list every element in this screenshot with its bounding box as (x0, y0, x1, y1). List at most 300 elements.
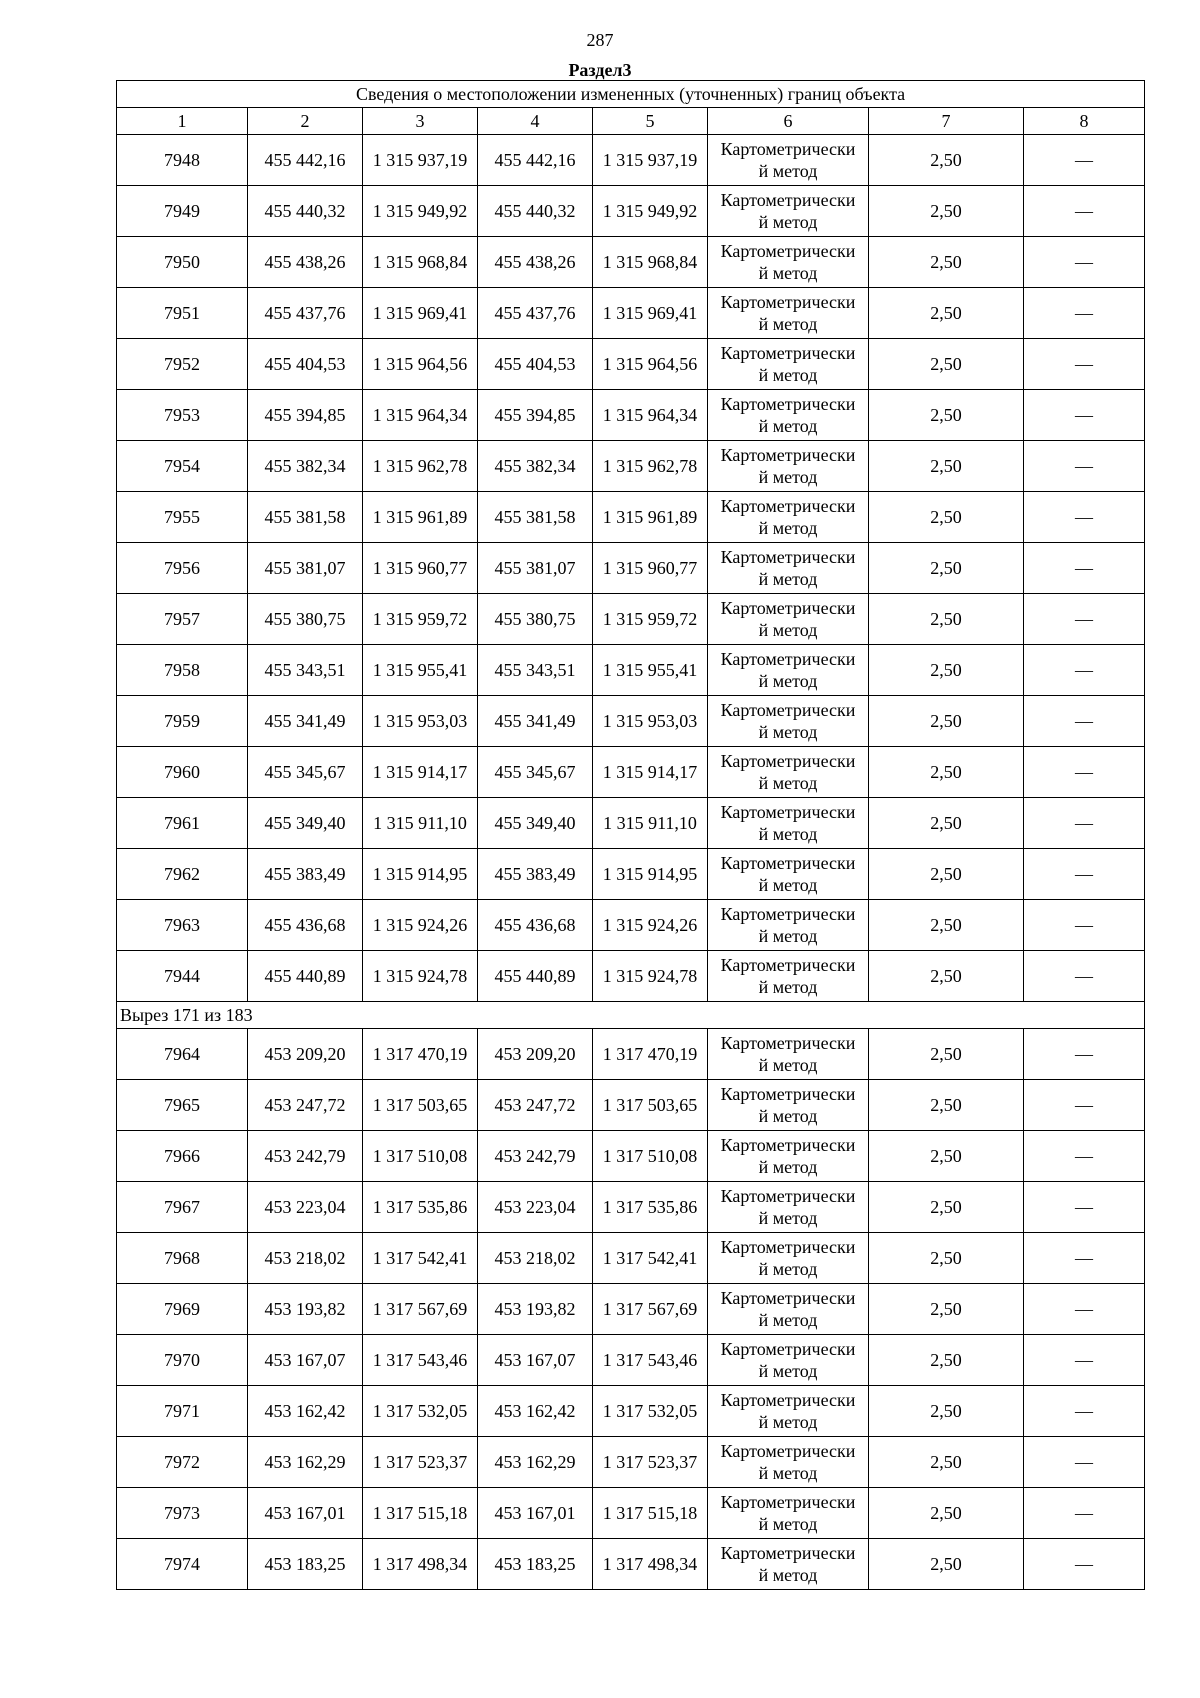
y-existing: 1 315 964,56 (363, 339, 478, 390)
point-number: 7962 (117, 849, 248, 900)
point-number: 7964 (117, 1029, 248, 1080)
x-existing: 455 440,32 (248, 186, 363, 237)
y-existing: 1 317 515,18 (363, 1488, 478, 1539)
table-row (117, 1131, 1145, 1182)
point-number: 7955 (117, 492, 248, 543)
x-new: 455 343,51 (478, 645, 593, 696)
x-existing: 455 381,07 (248, 543, 363, 594)
y-new: 1 315 955,41 (593, 645, 708, 696)
y-new: 1 315 924,26 (593, 900, 708, 951)
x-new: 453 247,72 (478, 1080, 593, 1131)
method-line-2: й метод (758, 1055, 818, 1075)
column-number: 8 (1024, 108, 1145, 135)
method-line-2: й метод (758, 926, 818, 946)
point-number: 7973 (117, 1488, 248, 1539)
table-row (117, 390, 1145, 441)
x-new: 453 162,29 (478, 1437, 593, 1488)
y-existing: 1 315 961,89 (363, 492, 478, 543)
method-cell (708, 1437, 869, 1488)
y-existing: 1 317 470,19 (363, 1029, 478, 1080)
table-row (117, 441, 1145, 492)
table-row (117, 1182, 1145, 1233)
y-new: 1 315 964,34 (593, 390, 708, 441)
x-existing: 453 167,01 (248, 1488, 363, 1539)
description: — (1024, 1284, 1145, 1335)
description: — (1024, 951, 1145, 1002)
point-number: 7968 (117, 1233, 248, 1284)
point-number: 7972 (117, 1437, 248, 1488)
method-line-2: й метод (758, 212, 818, 232)
y-new: 1 317 542,41 (593, 1233, 708, 1284)
method-line-2: й метод (758, 416, 818, 436)
x-new: 455 404,53 (478, 339, 593, 390)
column-number: 7 (869, 108, 1024, 135)
method-line-1: Картометрически (720, 1135, 856, 1155)
x-existing: 455 383,49 (248, 849, 363, 900)
point-number: 7958 (117, 645, 248, 696)
y-new: 1 315 962,78 (593, 441, 708, 492)
method-line-1: Картометрически (720, 1237, 856, 1257)
point-number: 7954 (117, 441, 248, 492)
point-number: 7956 (117, 543, 248, 594)
x-new: 453 223,04 (478, 1182, 593, 1233)
accuracy: 2,50 (869, 492, 1024, 543)
x-existing: 453 162,42 (248, 1386, 363, 1437)
description: — (1024, 696, 1145, 747)
method-line-1: Картометрически (720, 1186, 856, 1206)
x-new: 453 218,02 (478, 1233, 593, 1284)
x-existing: 453 183,25 (248, 1539, 363, 1590)
method-line-1: Картометрически (720, 904, 856, 924)
x-new: 453 167,01 (478, 1488, 593, 1539)
point-number: 7970 (117, 1335, 248, 1386)
point-number: 7974 (117, 1539, 248, 1590)
y-existing: 1 317 510,08 (363, 1131, 478, 1182)
y-existing: 1 315 960,77 (363, 543, 478, 594)
x-existing: 455 394,85 (248, 390, 363, 441)
table-row (117, 645, 1145, 696)
method-line-2: й метод (758, 1463, 818, 1483)
description: — (1024, 339, 1145, 390)
description: — (1024, 492, 1145, 543)
method-line-2: й метод (758, 875, 818, 895)
method-line-2: й метод (758, 722, 818, 742)
point-number: 7960 (117, 747, 248, 798)
point-number: 7944 (117, 951, 248, 1002)
method-line-1: Картометрически (720, 1441, 856, 1461)
method-line-1: Картометрически (720, 1033, 856, 1053)
description: — (1024, 1029, 1145, 1080)
y-new: 1 315 953,03 (593, 696, 708, 747)
x-new: 455 345,67 (478, 747, 593, 798)
accuracy: 2,50 (869, 747, 1024, 798)
description: — (1024, 798, 1145, 849)
accuracy: 2,50 (869, 237, 1024, 288)
method-line-1: Картометрически (720, 547, 856, 567)
accuracy: 2,50 (869, 288, 1024, 339)
description: — (1024, 441, 1145, 492)
y-new: 1 315 968,84 (593, 237, 708, 288)
description: — (1024, 186, 1145, 237)
x-existing: 455 382,34 (248, 441, 363, 492)
y-existing: 1 317 498,34 (363, 1539, 478, 1590)
accuracy: 2,50 (869, 1437, 1024, 1488)
y-new: 1 315 961,89 (593, 492, 708, 543)
method-cell (708, 237, 869, 288)
y-existing: 1 317 535,86 (363, 1182, 478, 1233)
table-row (117, 237, 1145, 288)
y-new: 1 317 510,08 (593, 1131, 708, 1182)
accuracy: 2,50 (869, 798, 1024, 849)
accuracy: 2,50 (869, 1233, 1024, 1284)
method-line-2: й метод (758, 671, 818, 691)
method-line-2: й метод (758, 824, 818, 844)
method-line-1: Картометрически (720, 853, 856, 873)
group-label: Вырез 171 из 183 (117, 1002, 1145, 1029)
y-new: 1 315 960,77 (593, 543, 708, 594)
method-line-2: й метод (758, 1565, 818, 1585)
description: — (1024, 1437, 1145, 1488)
y-existing: 1 315 924,26 (363, 900, 478, 951)
method-line-2: й метод (758, 1412, 818, 1432)
method-line-2: й метод (758, 773, 818, 793)
y-existing: 1 315 969,41 (363, 288, 478, 339)
accuracy: 2,50 (869, 135, 1024, 186)
y-new: 1 315 969,41 (593, 288, 708, 339)
column-number: 2 (248, 108, 363, 135)
table-row (117, 1233, 1145, 1284)
x-existing: 453 218,02 (248, 1233, 363, 1284)
method-line-1: Картометрически (720, 1084, 856, 1104)
method-line-1: Картометрически (720, 292, 856, 312)
x-new: 455 349,40 (478, 798, 593, 849)
y-existing: 1 315 955,41 (363, 645, 478, 696)
accuracy: 2,50 (869, 594, 1024, 645)
point-number: 7948 (117, 135, 248, 186)
method-cell (708, 1335, 869, 1386)
method-cell (708, 1029, 869, 1080)
method-line-2: й метод (758, 1106, 818, 1126)
description: — (1024, 543, 1145, 594)
y-existing: 1 315 968,84 (363, 237, 478, 288)
x-new: 455 382,34 (478, 441, 593, 492)
method-cell (708, 339, 869, 390)
x-existing: 455 381,58 (248, 492, 363, 543)
x-new: 453 183,25 (478, 1539, 593, 1590)
table-row (117, 186, 1145, 237)
description: — (1024, 849, 1145, 900)
accuracy: 2,50 (869, 390, 1024, 441)
x-existing: 453 223,04 (248, 1182, 363, 1233)
point-number: 7951 (117, 288, 248, 339)
y-existing: 1 315 914,17 (363, 747, 478, 798)
y-existing: 1 315 911,10 (363, 798, 478, 849)
y-existing: 1 315 949,92 (363, 186, 478, 237)
description: — (1024, 1488, 1145, 1539)
accuracy: 2,50 (869, 1539, 1024, 1590)
method-cell (708, 645, 869, 696)
method-cell (708, 951, 869, 1002)
x-new: 455 442,16 (478, 135, 593, 186)
method-cell (708, 543, 869, 594)
x-existing: 455 437,76 (248, 288, 363, 339)
method-line-1: Картометрически (720, 1288, 856, 1308)
table-row (117, 1539, 1145, 1590)
y-existing: 1 315 937,19 (363, 135, 478, 186)
description: — (1024, 1335, 1145, 1386)
x-new: 453 193,82 (478, 1284, 593, 1335)
x-new: 455 381,58 (478, 492, 593, 543)
point-number: 7965 (117, 1080, 248, 1131)
point-number: 7953 (117, 390, 248, 441)
x-existing: 455 343,51 (248, 645, 363, 696)
x-new: 455 436,68 (478, 900, 593, 951)
y-new: 1 317 532,05 (593, 1386, 708, 1437)
point-number: 7971 (117, 1386, 248, 1437)
table-row (117, 1284, 1145, 1335)
y-new: 1 315 911,10 (593, 798, 708, 849)
method-line-1: Картометрически (720, 394, 856, 414)
column-number: 5 (593, 108, 708, 135)
table-row (117, 1029, 1145, 1080)
x-new: 453 167,07 (478, 1335, 593, 1386)
x-existing: 453 209,20 (248, 1029, 363, 1080)
accuracy: 2,50 (869, 339, 1024, 390)
method-line-1: Картометрически (720, 241, 856, 261)
table-row (117, 1437, 1145, 1488)
y-existing: 1 317 543,46 (363, 1335, 478, 1386)
x-existing: 453 162,29 (248, 1437, 363, 1488)
table-row (117, 696, 1145, 747)
method-line-2: й метод (758, 263, 818, 283)
description: — (1024, 747, 1145, 798)
point-number: 7950 (117, 237, 248, 288)
method-cell (708, 900, 869, 951)
method-line-2: й метод (758, 977, 818, 997)
point-number: 7952 (117, 339, 248, 390)
column-number: 6 (708, 108, 869, 135)
method-line-1: Картометрически (720, 1390, 856, 1410)
method-cell (708, 747, 869, 798)
method-line-2: й метод (758, 1310, 818, 1330)
x-existing: 453 242,79 (248, 1131, 363, 1182)
y-existing: 1 317 542,41 (363, 1233, 478, 1284)
table-row (117, 900, 1145, 951)
y-existing: 1 315 914,95 (363, 849, 478, 900)
description: — (1024, 645, 1145, 696)
y-existing: 1 315 953,03 (363, 696, 478, 747)
table-row (117, 135, 1145, 186)
y-new: 1 317 543,46 (593, 1335, 708, 1386)
x-existing: 455 345,67 (248, 747, 363, 798)
accuracy: 2,50 (869, 1131, 1024, 1182)
y-new: 1 317 503,65 (593, 1080, 708, 1131)
description: — (1024, 1386, 1145, 1437)
y-new: 1 317 470,19 (593, 1029, 708, 1080)
method-cell (708, 1131, 869, 1182)
method-cell (708, 288, 869, 339)
x-existing: 455 436,68 (248, 900, 363, 951)
point-number: 7969 (117, 1284, 248, 1335)
x-new: 455 380,75 (478, 594, 593, 645)
y-existing: 1 317 503,65 (363, 1080, 478, 1131)
method-line-2: й метод (758, 620, 818, 640)
table-row (117, 1080, 1145, 1131)
column-number-row (117, 108, 1145, 135)
x-new: 455 341,49 (478, 696, 593, 747)
x-new: 455 438,26 (478, 237, 593, 288)
table-row (117, 951, 1145, 1002)
method-cell (708, 849, 869, 900)
accuracy: 2,50 (869, 441, 1024, 492)
y-new: 1 315 914,17 (593, 747, 708, 798)
table-row (117, 849, 1145, 900)
x-existing: 455 349,40 (248, 798, 363, 849)
method-cell (708, 1080, 869, 1131)
method-line-1: Картометрически (720, 190, 856, 210)
accuracy: 2,50 (869, 186, 1024, 237)
y-new: 1 315 949,92 (593, 186, 708, 237)
description: — (1024, 1080, 1145, 1131)
x-new: 455 383,49 (478, 849, 593, 900)
x-new: 453 209,20 (478, 1029, 593, 1080)
method-cell (708, 135, 869, 186)
accuracy: 2,50 (869, 645, 1024, 696)
method-cell (708, 594, 869, 645)
x-new: 455 437,76 (478, 288, 593, 339)
x-new: 455 394,85 (478, 390, 593, 441)
method-line-2: й метод (758, 1157, 818, 1177)
method-line-2: й метод (758, 365, 818, 385)
method-line-1: Картометрически (720, 751, 856, 771)
accuracy: 2,50 (869, 1029, 1024, 1080)
method-line-1: Картометрически (720, 649, 856, 669)
table-row (117, 798, 1145, 849)
y-new: 1 317 515,18 (593, 1488, 708, 1539)
method-line-2: й метод (758, 1259, 818, 1279)
x-existing: 455 341,49 (248, 696, 363, 747)
method-cell (708, 798, 869, 849)
y-existing: 1 315 959,72 (363, 594, 478, 645)
table-row (117, 594, 1145, 645)
x-existing: 455 440,89 (248, 951, 363, 1002)
method-cell (708, 1182, 869, 1233)
method-line-2: й метод (758, 518, 818, 538)
table-body (117, 135, 1145, 1590)
accuracy: 2,50 (869, 1386, 1024, 1437)
table-title: Сведения о местоположении измененных (уточненных) границ объекта (117, 81, 1145, 108)
y-existing: 1 317 532,05 (363, 1386, 478, 1437)
y-new: 1 317 535,86 (593, 1182, 708, 1233)
description: — (1024, 900, 1145, 951)
accuracy: 2,50 (869, 900, 1024, 951)
method-line-1: Картометрически (720, 445, 856, 465)
y-new: 1 317 567,69 (593, 1284, 708, 1335)
method-line-2: й метод (758, 1208, 818, 1228)
description: — (1024, 1233, 1145, 1284)
x-existing: 453 193,82 (248, 1284, 363, 1335)
method-cell (708, 1488, 869, 1539)
method-cell (708, 696, 869, 747)
method-cell (708, 186, 869, 237)
table-row (117, 339, 1145, 390)
x-existing: 455 404,53 (248, 339, 363, 390)
accuracy: 2,50 (869, 1080, 1024, 1131)
point-number: 7963 (117, 900, 248, 951)
table-row (117, 492, 1145, 543)
method-line-1: Картометрически (720, 139, 856, 159)
method-line-2: й метод (758, 569, 818, 589)
x-new: 453 242,79 (478, 1131, 593, 1182)
point-number: 7967 (117, 1182, 248, 1233)
y-new: 1 315 937,19 (593, 135, 708, 186)
accuracy: 2,50 (869, 543, 1024, 594)
method-cell (708, 390, 869, 441)
method-line-2: й метод (758, 314, 818, 334)
method-line-2: й метод (758, 1361, 818, 1381)
description: — (1024, 1131, 1145, 1182)
method-cell (708, 1539, 869, 1590)
y-existing: 1 317 523,37 (363, 1437, 478, 1488)
x-existing: 455 438,26 (248, 237, 363, 288)
accuracy: 2,50 (869, 1284, 1024, 1335)
table-row (117, 1488, 1145, 1539)
page-number: 287 (586, 30, 614, 50)
y-existing: 1 315 964,34 (363, 390, 478, 441)
accuracy: 2,50 (869, 696, 1024, 747)
accuracy: 2,50 (869, 1182, 1024, 1233)
method-line-1: Картометрически (720, 343, 856, 363)
point-number: 7949 (117, 186, 248, 237)
method-cell (708, 1386, 869, 1437)
method-line-1: Картометрически (720, 955, 856, 975)
method-line-1: Картометрически (720, 496, 856, 516)
method-line-1: Картометрически (720, 1492, 856, 1512)
y-existing: 1 315 924,78 (363, 951, 478, 1002)
x-new: 455 381,07 (478, 543, 593, 594)
x-existing: 453 247,72 (248, 1080, 363, 1131)
y-new: 1 317 523,37 (593, 1437, 708, 1488)
table-row (117, 1335, 1145, 1386)
accuracy: 2,50 (869, 951, 1024, 1002)
method-cell (708, 441, 869, 492)
group-header-row (117, 1002, 1145, 1029)
x-existing: 455 380,75 (248, 594, 363, 645)
x-existing: 453 167,07 (248, 1335, 363, 1386)
method-line-2: й метод (758, 161, 818, 181)
x-new: 455 440,32 (478, 186, 593, 237)
description: — (1024, 594, 1145, 645)
point-number: 7959 (117, 696, 248, 747)
table-row (117, 288, 1145, 339)
y-new: 1 315 914,95 (593, 849, 708, 900)
method-line-1: Картометрически (720, 1543, 856, 1563)
table-row (117, 543, 1145, 594)
method-cell (708, 492, 869, 543)
point-number: 7961 (117, 798, 248, 849)
y-new: 1 315 964,56 (593, 339, 708, 390)
point-number: 7966 (117, 1131, 248, 1182)
method-line-1: Картометрически (720, 1339, 856, 1359)
method-line-1: Картометрически (720, 598, 856, 618)
description: — (1024, 288, 1145, 339)
method-cell (708, 1233, 869, 1284)
description: — (1024, 1182, 1145, 1233)
table-row (117, 747, 1145, 798)
description: — (1024, 237, 1145, 288)
column-number: 1 (117, 108, 248, 135)
y-existing: 1 317 567,69 (363, 1284, 478, 1335)
